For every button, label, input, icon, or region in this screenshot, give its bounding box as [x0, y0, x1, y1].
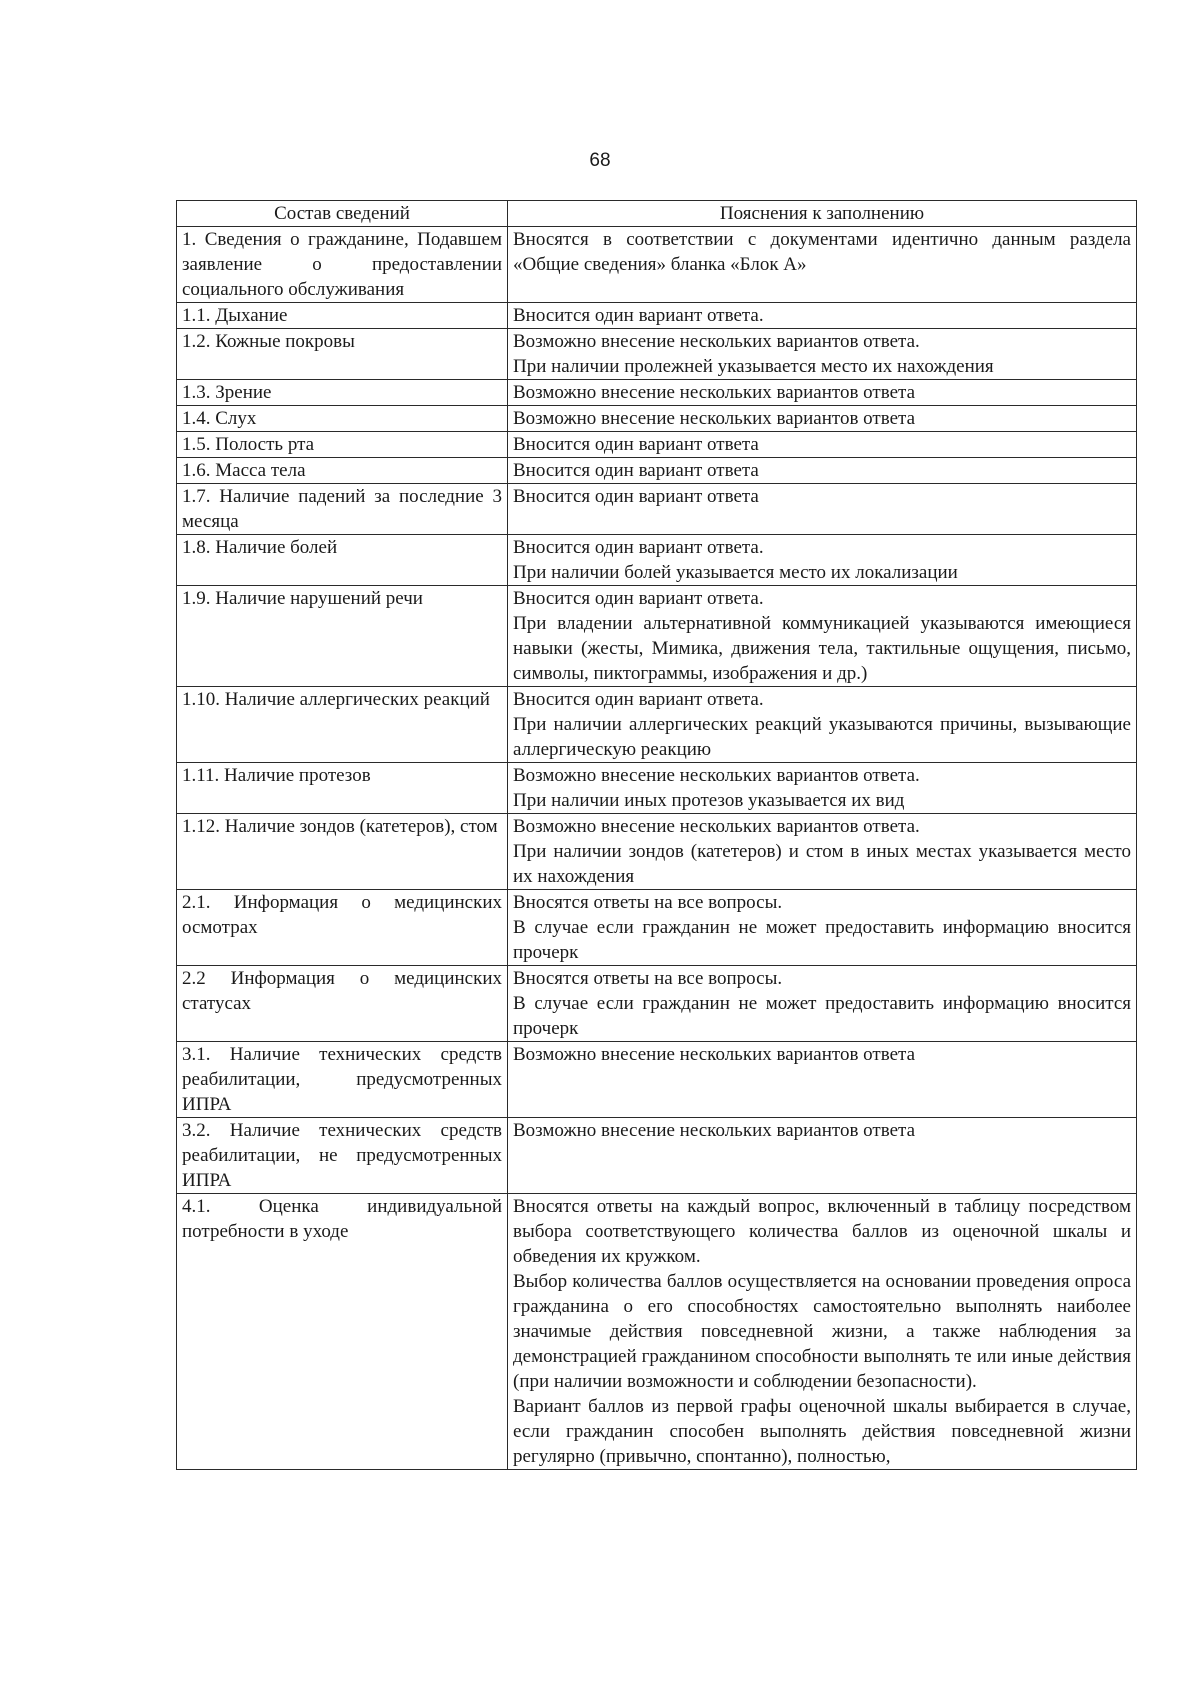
table-row: [177, 890, 1137, 966]
instructions-table: [176, 200, 1137, 1470]
note-paragraph: При наличии пролежней указывается место их нахождения: [513, 356, 994, 377]
table-row: [177, 458, 1137, 484]
row-item-cell: 1. Сведения о гражданине, Подавшем заявление о предоставлении социального обслуживания: [177, 227, 508, 303]
row-item-cell: 4.1. Оценка индивидуальной потребности в уходе: [177, 1194, 508, 1470]
row-item-cell: 3.1. Наличие технических средств реабилитации, предусмотренных ИПРА: [177, 1042, 508, 1118]
note-paragraph: Вносятся в соответствии с документами идентично данным раздела «Общие сведения» бланка «Блок А»: [513, 229, 1131, 275]
table-row: [177, 687, 1137, 763]
note-paragraph: Вносятся ответы на все вопросы.: [513, 892, 783, 913]
row-item-cell: 2.2 Информация о медицинских статусах: [177, 966, 508, 1042]
note-paragraph: Вносится один вариант ответа: [513, 486, 759, 507]
note-paragraph: Вносится один вариант ответа.: [513, 305, 764, 326]
table-row: [177, 380, 1137, 406]
row-item-cell: 1.1. Дыхание: [177, 303, 508, 329]
table-row: [177, 814, 1137, 890]
table-row: [177, 1118, 1137, 1194]
note-paragraph: Вносится один вариант ответа.: [513, 537, 764, 558]
row-item-cell: 1.9. Наличие нарушений речи: [177, 586, 508, 687]
row-notes-cell: [508, 329, 1137, 380]
row-notes-cell: [508, 432, 1137, 458]
row-item-cell: 1.6. Масса тела: [177, 458, 508, 484]
note-paragraph: Возможно внесение нескольких вариантов ответа.: [513, 331, 920, 352]
table-row: [177, 227, 1137, 303]
note-paragraph: Вносится один вариант ответа: [513, 434, 759, 455]
note-paragraph: Возможно внесение нескольких вариантов ответа: [513, 1044, 915, 1065]
table-row: [177, 484, 1137, 535]
note-paragraph: При наличии иных протезов указывается их вид: [513, 790, 905, 811]
note-paragraph: Возможно внесение нескольких вариантов ответа.: [513, 816, 920, 837]
row-item-cell: 1.12. Наличие зондов (катетеров), стом: [177, 814, 508, 890]
row-notes-cell: [508, 406, 1137, 432]
row-item-cell: 1.7. Наличие падений за последние 3 месяца: [177, 484, 508, 535]
row-item-cell: 1.11. Наличие протезов: [177, 763, 508, 814]
column-header-composition: Состав сведений: [177, 201, 508, 227]
table-row: [177, 586, 1137, 687]
note-paragraph: Возможно внесение нескольких вариантов ответа.: [513, 765, 920, 786]
note-paragraph: Вносится один вариант ответа.: [513, 689, 764, 710]
table-row: [177, 329, 1137, 380]
note-paragraph: Вносятся ответы на каждый вопрос, включенный в таблицу посредством выбора соответствующего количества баллов из оценочной шкалы и обведения их кружком.: [513, 1196, 1131, 1267]
table-row: [177, 763, 1137, 814]
table-row: [177, 406, 1137, 432]
note-paragraph: При наличии аллергических реакций указываются причины, вызывающие аллергическую реакцию: [513, 714, 1131, 760]
row-item-cell: 1.10. Наличие аллергических реакций: [177, 687, 508, 763]
row-item-cell: 2.1. Информация о медицинских осмотрах: [177, 890, 508, 966]
row-notes-cell: [508, 687, 1137, 763]
row-notes-cell: [508, 1042, 1137, 1118]
row-notes-cell: [508, 814, 1137, 890]
table-row: [177, 432, 1137, 458]
row-notes-cell: [508, 586, 1137, 687]
note-paragraph: Вносится один вариант ответа: [513, 460, 759, 481]
table-row: [177, 1194, 1137, 1470]
row-item-cell: 1.5. Полость рта: [177, 432, 508, 458]
row-notes-cell: [508, 890, 1137, 966]
row-notes-cell: [508, 763, 1137, 814]
row-item-cell: 1.3. Зрение: [177, 380, 508, 406]
row-notes-cell: [508, 303, 1137, 329]
note-paragraph: При наличии зондов (катетеров) и стом в иных местах указывается место их нахождения: [513, 841, 1131, 887]
row-notes-cell: [508, 227, 1137, 303]
note-paragraph: Вносятся ответы на все вопросы.: [513, 968, 783, 989]
row-notes-cell: [508, 484, 1137, 535]
note-paragraph: При наличии болей указывается место их локализации: [513, 562, 958, 583]
table-body: [177, 227, 1137, 1470]
note-paragraph: В случае если гражданин не может предоставить информацию вносится прочерк: [513, 917, 1131, 963]
row-notes-cell: [508, 535, 1137, 586]
row-notes-cell: [508, 966, 1137, 1042]
table-row: [177, 966, 1137, 1042]
row-notes-cell: [508, 458, 1137, 484]
row-item-cell: 1.2. Кожные покровы: [177, 329, 508, 380]
table-row: [177, 1042, 1137, 1118]
column-header-explanations: Пояснения к заполнению: [508, 201, 1137, 227]
note-paragraph: При владении альтернативной коммуникацией указываются имеющиеся навыки (жесты, Мимика, движения тела, тактильные ощущения, письмо, символы, пиктограммы, изображения и др.): [513, 613, 1131, 684]
page-number: 68: [589, 150, 611, 171]
note-paragraph: Возможно внесение нескольких вариантов ответа: [513, 408, 915, 429]
table-row: [177, 303, 1137, 329]
note-paragraph: Возможно внесение нескольких вариантов ответа: [513, 1120, 915, 1141]
row-item-cell: 3.2. Наличие технических средств реабилитации, не предусмотренных ИПРА: [177, 1118, 508, 1194]
row-notes-cell: [508, 380, 1137, 406]
note-paragraph: Выбор количества баллов осуществляется на основании проведения опроса гражданина о его способностях самостоятельно выполнять наиболее значимые действия повседневной жизни, а также наблюдения за демонстрацией гражданином способности выполнять те или иные действия (при наличии возможности и соблюдении безопасности).: [513, 1271, 1131, 1392]
row-item-cell: 1.4. Слух: [177, 406, 508, 432]
table-row: [177, 535, 1137, 586]
row-notes-cell: [508, 1194, 1137, 1470]
row-notes-cell: [508, 1118, 1137, 1194]
note-paragraph: Вносится один вариант ответа.: [513, 588, 764, 609]
table-header-row: [177, 201, 1137, 227]
note-paragraph: Возможно внесение нескольких вариантов ответа: [513, 382, 915, 403]
row-item-cell: 1.8. Наличие болей: [177, 535, 508, 586]
note-paragraph: Вариант баллов из первой графы оценочной шкалы выбирается в случае, если гражданин способен выполнять действия повседневной жизни регулярно (привычно, спонтанно), полностью,: [513, 1396, 1131, 1467]
note-paragraph: В случае если гражданин не может предоставить информацию вносится прочерк: [513, 993, 1131, 1039]
